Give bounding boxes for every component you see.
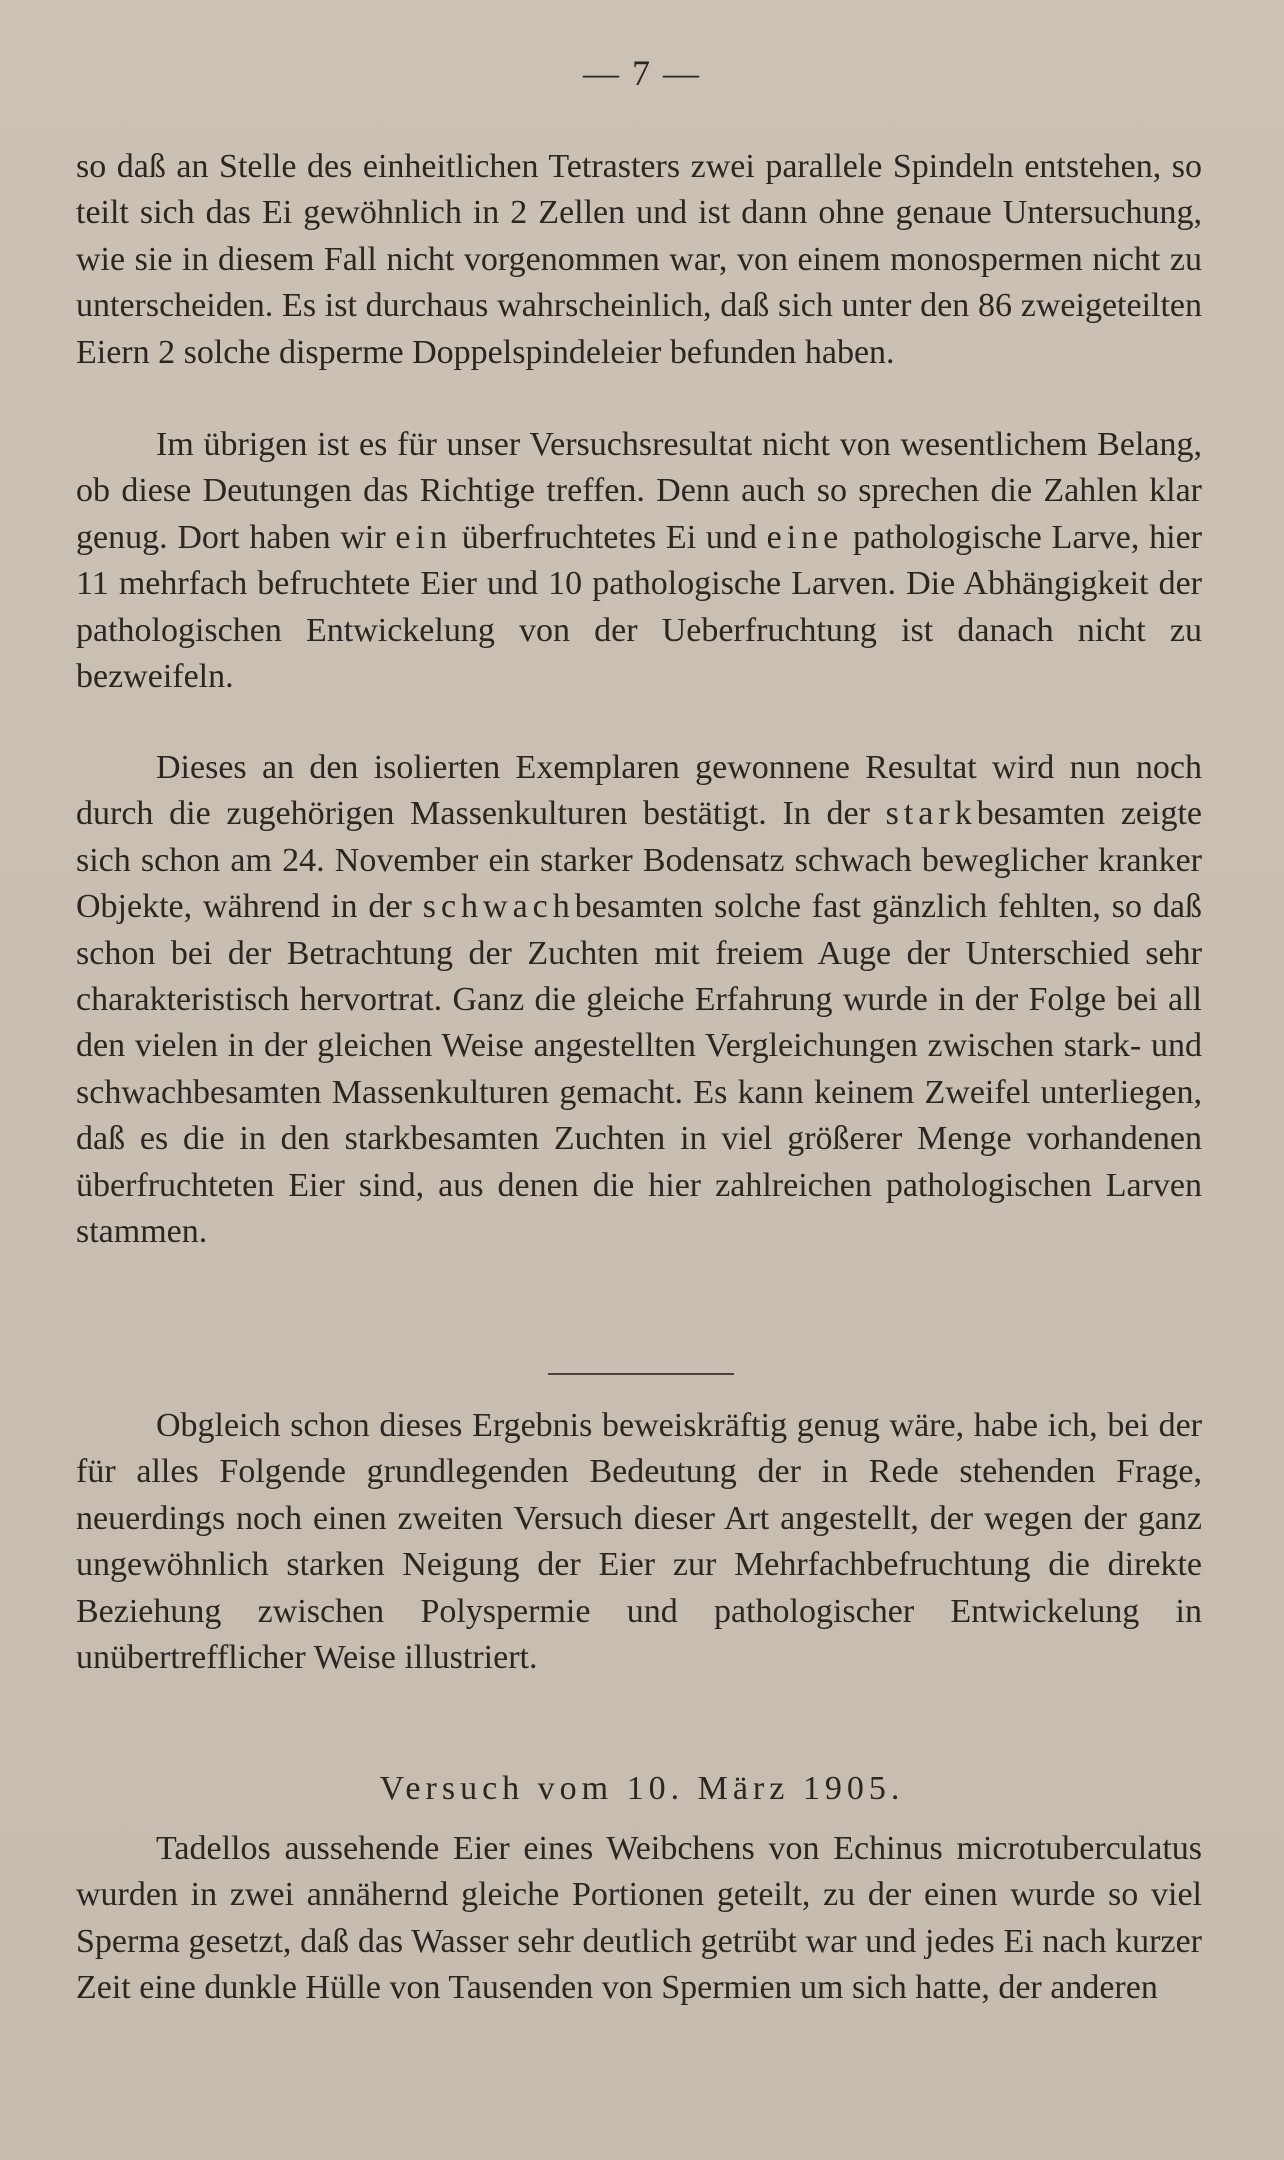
paragraph-3-part-3: besamten solche fast gänzlich fehlten, so daß schon bei der Betrachtung der Zuchten mit freiem Auge der Unterschied sehr charakteristisch hervortrat. Ganz die gleiche Erfahrung wurde in der Folge bei all den vielen in der gleichen Weise angestellten Vergleichungen zwischen stark- und schwachbesamten Massenkulturen gemacht. Es kann keinem Zweifel unterliegen, daß es die in den starkbesamten Zuchten in viel größerer Menge vorhandenen überfruchteten Eier sind, aus denen die hier zahlreichen pathologischen Larven stammen.	[76, 888, 1203, 1251]
paragraph-3-part-2: besamten zeigte sich schon am 24. November ein starker Bodensatz schwach beweglicher kranker Objekte, während in der	[76, 795, 1202, 926]
paragraph-3-part-1: Dieses an den isolierten Exemplaren gewonnene Resultat wird nun noch durch die zugehörigen Massenkulturen bestätigt. In der	[76, 749, 1202, 833]
paragraph-3	[76, 745, 1202, 1255]
paragraph-2-part-2: überfruchtetes Ei und	[451, 518, 767, 556]
page-number: — 7 —	[583, 53, 701, 93]
section-heading: Versuch vom 10. März 1905.	[379, 1770, 905, 1807]
paragraph-1-text: so daß an Stelle des einheitlichen Tetrasters zwei parallele Spindeln entstehen, so teilt sich das Ei gewöhnlich in 2 Zellen und ist dann ohne genaue Untersuchung, wie sie in diesem Fall nicht vorgenommen war, von einem monospermen nicht zu unterscheiden. Es ist durchaus wahrscheinlich, daß sich unter den 86 zweigeteilten Eiern 2 solche disperme Doppelspindeleier befunden haben.	[76, 148, 1202, 371]
paragraph-4	[76, 1403, 1202, 1681]
paragraph-3-text	[76, 745, 1202, 1255]
paragraph-2	[76, 422, 1202, 700]
paragraph-1	[76, 144, 1202, 376]
section-divider	[548, 1373, 734, 1375]
paragraph-2-text	[76, 422, 1202, 700]
paragraph-2-part-3: pathologische Larve, hier 11 mehrfach befruchtete Eier und 10 pathologische Larven. Die Abhängigkeit der pathologischen Entwickelung von der Ueberfruchtung ist danach nicht zu bezweifeln.	[76, 518, 1203, 696]
paragraph-2-emphasis-1: ein	[395, 518, 452, 556]
paragraph-5-text: Tadellos aussehende Eier eines Weibchens von Echinus microtuberculatus wurden in zwei annähernd gleiche Portionen geteilt, zu der einen wurde so viel Sperma gesetzt, daß das Wasser sehr deutlich getrübt war und jedes Ei nach kurzer Zeit eine dunkle Hülle von Tausenden von Spermien um sich hatte, der anderen	[76, 1830, 1202, 2007]
paragraph-2-emphasis-2: eine	[766, 518, 844, 556]
paragraph-3-emphasis-2: schwach	[422, 888, 575, 926]
paragraph-3-emphasis-1: stark	[885, 795, 977, 833]
paragraph-5	[76, 1826, 1202, 2012]
paragraph-4-text: Obgleich schon dieses Ergebnis beweiskräftig genug wäre, habe ich, bei der für alles Folgende grundlegenden Bedeutung der in Rede stehenden Frage, neuerdings noch einen zweiten Versuch dieser Art angestellt, der wegen der ganz ungewöhnlich starken Neigung der Eier zur Mehrfachbefruchtung die direkte Beziehung zwischen Polyspermie und pathologischer Entwickelung in unübertrefflicher Weise illustriert.	[76, 1407, 1202, 1677]
paragraph-2-part-1: Im übrigen ist es für unser Versuchsresultat nicht von wesentlichem Belang, ob diese Deutungen das Richtige treffen. Denn auch so sprechen die Zahlen klar genug. Dort haben wir	[76, 426, 1202, 556]
